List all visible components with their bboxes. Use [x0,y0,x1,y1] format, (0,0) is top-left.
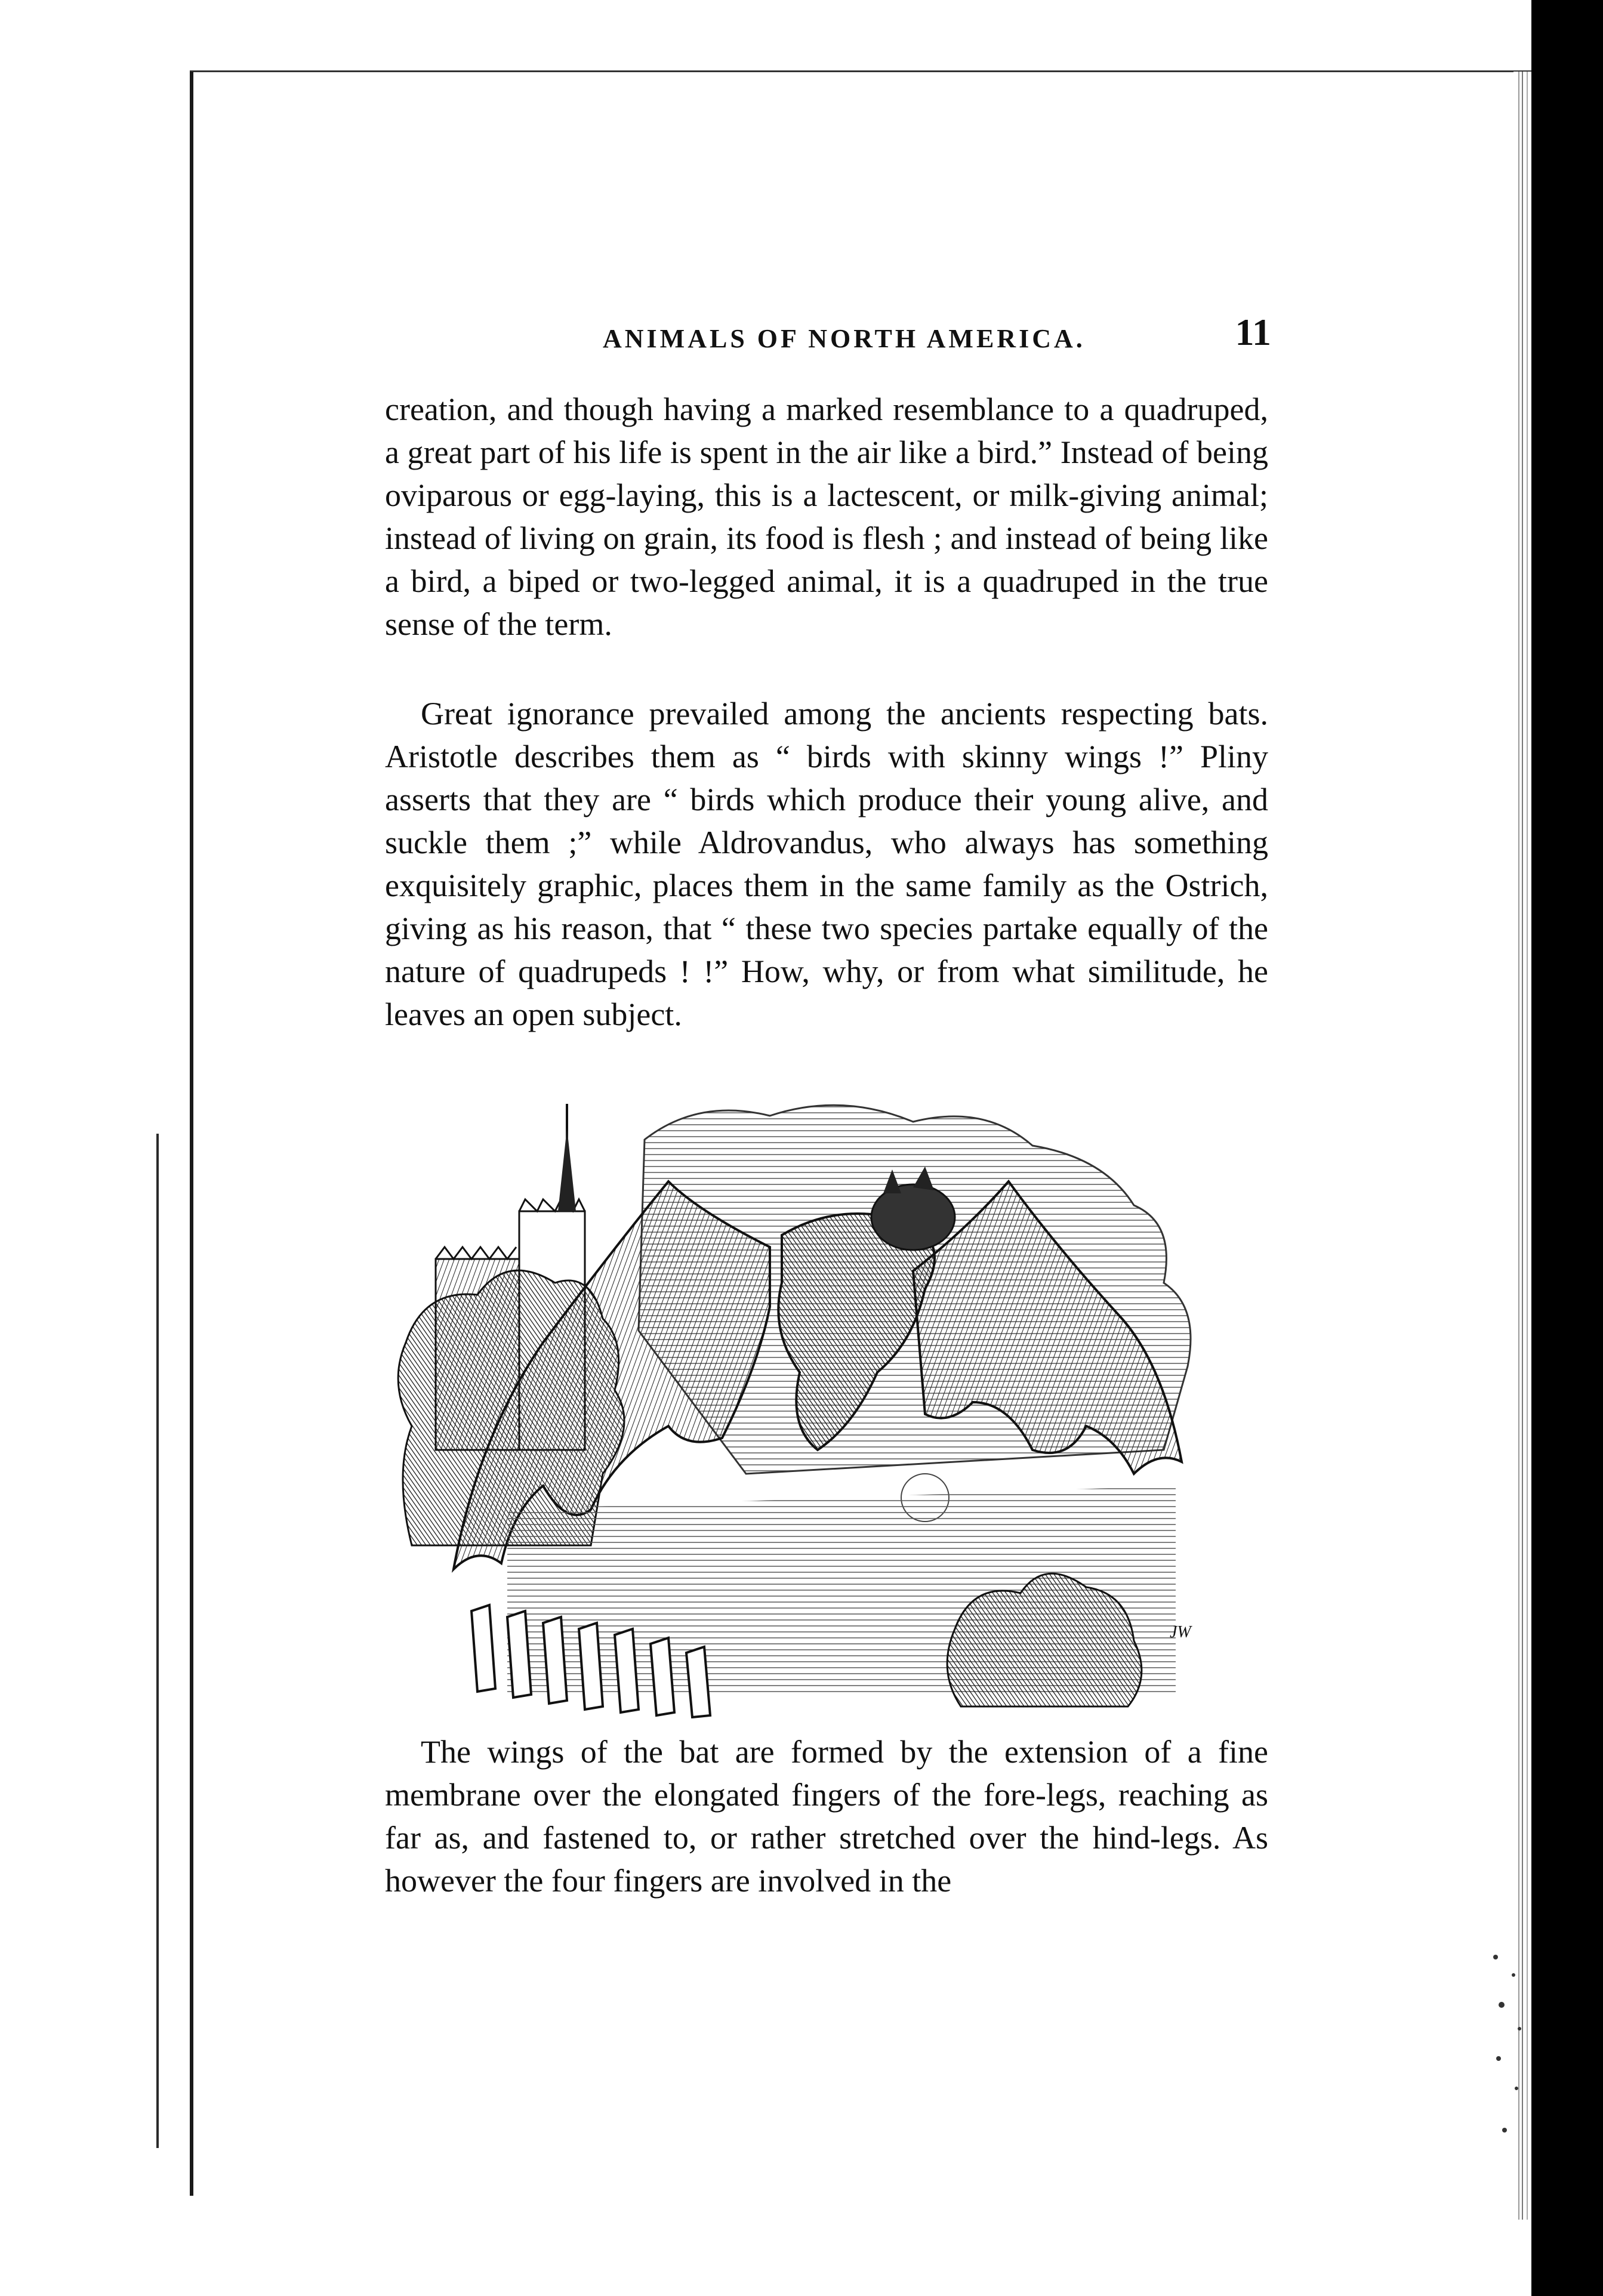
scan-border [1531,0,1603,2296]
paragraph-3: The wings of the bat are formed by the extension of a fine membrane over the elongated fingers of the fore-legs, reaching as far as, and fastened to, or rather stretched over the hind-legs. As however the four fingers are involved in the [385,1734,1268,1899]
page-number: 11 [1235,311,1271,353]
artist-monogram: JW [1170,1623,1191,1641]
book-gutter-shadow [156,1134,159,2148]
scan-top-rule [190,70,1533,72]
scan-dust-specks [1484,1933,1531,2172]
book-gutter-line [190,72,193,2196]
bat-engraving [388,1092,1259,1718]
paragraph-2: Great ignorance prevailed among the ancients respecting bats. Aristotle describes them as “ birds with skinny wings !” Pliny asserts that they are “ birds which produce their young alive, and suckle them ;” while Aldrovandus, who always has something exquisitely graphic, places them in the same family as the Ostrich, giving as his reason, that “ these two species partake equally of the nature of quadrupeds ! !” How, why, or from what similitude, he leaves an open subject. [385,696,1268,1032]
page-stack-edges [1513,72,1531,2220]
paragraph-1: creation, and though having a marked resemblance to a quadruped, a great part of his life is spent in the air like a bird.” Instead of being oviparous or egg-laying, this is a lactescent, or milk-giving animal; instead of living on grain, its food is flesh ; and instead of being like a bird, a biped or two-legged animal, it is a quadruped in the true sense of the term. [385,391,1268,642]
running-header [603,310,1271,370]
bat-head [871,1184,955,1250]
running-title: ANIMALS OF NORTH AMERICA. [603,324,1086,353]
